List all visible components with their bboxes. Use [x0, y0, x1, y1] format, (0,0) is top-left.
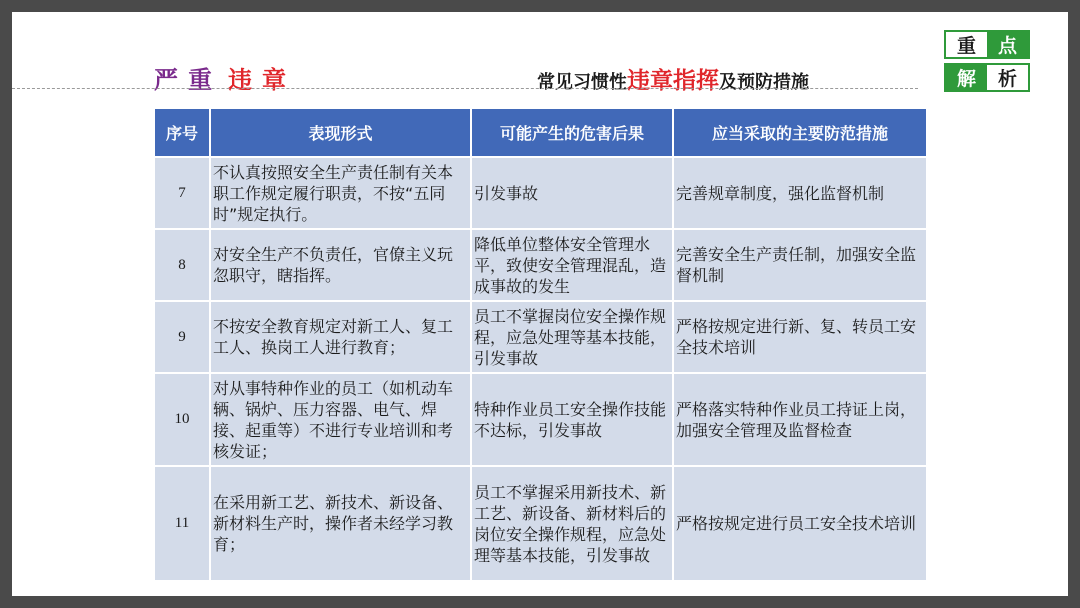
badge-char-1: 重: [946, 32, 987, 57]
cell-form: 不认真按照安全生产责任制有关本职工作规定履行职责，不按“五同时”规定执行。: [210, 157, 471, 229]
cell-harm: 员工不掌握岗位安全操作规程，应急处理等基本技能，引发事故: [471, 301, 673, 373]
key-analysis-badge: [944, 30, 1030, 92]
cell-form: 对安全生产不负责任，官僚主义玩忽职守，瞎指挥。: [210, 229, 471, 301]
cell-no: 8: [154, 229, 210, 301]
header-no: 序号: [154, 108, 210, 157]
badge-char-4: 析: [987, 65, 1028, 90]
table-row: [154, 157, 927, 229]
section-title-part1: 严重: [154, 66, 222, 94]
cell-measure: 完善安全生产责任制，加强安全监督机制: [673, 229, 927, 301]
badge-char-2: 点: [987, 32, 1028, 57]
badge-row-bottom: [944, 63, 1030, 92]
header-measure: 应当采取的主要防范措施: [673, 108, 927, 157]
header-harm: 可能产生的危害后果: [471, 108, 673, 157]
cell-form: 不按安全教育规定对新工人、复工工人、换岗工人进行教育；: [210, 301, 471, 373]
subtitle-prefix: 常见习惯性: [537, 72, 627, 93]
cell-harm: 特种作业员工安全操作技能不达标，引发事故: [471, 373, 673, 466]
cell-measure: 严格按规定进行员工安全技术培训: [673, 466, 927, 581]
section-title-part2: 违章: [228, 66, 296, 94]
cell-form: 对从事特种作业的员工（如机动车辆、锅炉、压力容器、电气、焊接、起重等）不进行专业培训和考核发证；: [210, 373, 471, 466]
header-form: 表现形式: [210, 108, 471, 157]
cell-harm: 引发事故: [471, 157, 673, 229]
cell-measure: 严格落实特种作业员工持证上岗，加强安全管理及监督检查: [673, 373, 927, 466]
table-row: [154, 373, 927, 466]
violation-table: [153, 107, 928, 582]
table-row: [154, 229, 927, 301]
cell-measure: 完善规章制度，强化监督机制: [673, 157, 927, 229]
badge-char-3: 解: [946, 65, 987, 90]
subtitle-suffix: 及预防措施: [719, 72, 809, 93]
badge-row-top: [944, 30, 1030, 59]
slide: [12, 12, 1068, 596]
cell-no: 11: [154, 466, 210, 581]
cell-form: 在采用新工艺、新技术、新设备、新材料生产时，操作者未经学习教育；: [210, 466, 471, 581]
cell-no: 9: [154, 301, 210, 373]
cell-harm: 降低单位整体安全管理水平，致使安全管理混乱，造成事故的发生: [471, 229, 673, 301]
divider-line: [12, 88, 918, 89]
cell-harm: 员工不掌握采用新技术、新工艺、新设备、新材料后的岗位安全操作规程，应急处理等基本技能，引发事故: [471, 466, 673, 581]
table-row: [154, 466, 927, 581]
cell-measure: 严格按规定进行新、复、转员工安全技术培训: [673, 301, 927, 373]
cell-no: 10: [154, 373, 210, 466]
cell-no: 7: [154, 157, 210, 229]
table-row: [154, 301, 927, 373]
section-title: [154, 60, 296, 95]
table-header-row: [154, 108, 927, 157]
page-subtitle: [537, 62, 809, 95]
subtitle-highlight: 违章指挥: [627, 68, 719, 94]
